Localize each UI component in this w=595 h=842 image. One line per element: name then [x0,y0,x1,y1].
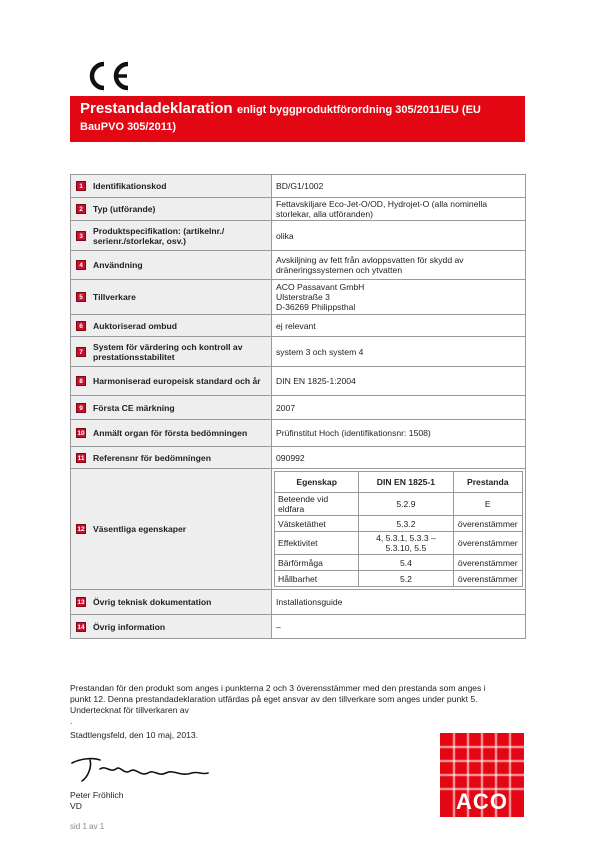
table-row [71,469,526,590]
svg-text:ACO: ACO [456,789,508,814]
row-value: Avskiljning av fett från avloppsvatten för skydd av dräneringssystemen och ytvatten [272,251,526,280]
table-row [71,198,526,221]
signer-role: VD [70,801,82,811]
ce-mark-icon [84,60,132,92]
row-number-badge: 13 [77,599,85,606]
row-label: System för värdering och kontroll av prestationsstabilitet [93,341,243,362]
row-label: Produktspecifikation: (artikelnr./ serienr./storlekar, osv.) [93,225,225,246]
page-title: Prestandadeklaration [80,100,233,117]
row-number-badge: 14 [77,623,85,631]
row-value: BD/G1/1002 [272,175,526,198]
row-number-badge: 3 [76,231,86,241]
place-date: Stadtlengsfeld, den 10 maj, 2013. [70,730,199,740]
row-label: Auktoriserad ombud [93,320,178,331]
row-number-badge: 2 [76,204,86,214]
row-value: 090992 [272,447,526,469]
row-label: Tillverkare [93,292,136,302]
row-label: Väsentliga egenskaper [93,524,187,534]
row-value: 2007 [272,396,526,420]
row-number-badge: 12 [77,526,85,533]
row-value: Installationsguide [272,590,526,615]
row-label: Användning [93,260,143,270]
row-label: Anmält organ för första bedömningen [93,428,248,438]
signer-name: Peter Fröhlich [70,790,124,800]
declaration-table [70,174,526,639]
row-value: system 3 och system 4 [272,337,526,367]
aco-logo-icon [440,733,524,817]
row-number-badge: 5 [76,292,86,302]
row-number-badge: 1 [76,181,86,191]
table-row [71,315,526,337]
row-value: olika [272,221,526,251]
manufacturer-street: Ulsterstraße 3 [276,292,330,302]
row-value: Fettavskiljare Eco-Jet-O/OD, Hydrojet-O (alla nominella storlekar, alla utföranden) [272,198,526,221]
manufacturer-city: D-36269 Philippsthal [276,302,356,312]
row-number-badge: 8 [76,376,86,386]
row-label: Övrig information [93,621,166,632]
row-value: – [272,615,526,639]
table-row [71,590,526,615]
page-subtitle: enligt byggproduktförordning 305/2011/EU (EU [237,104,481,116]
declaration-statement: Prestandan för den produkt som anges i punkterna 2 och 3 överensstämmer med den prestanda som anges i punkt 12. Denna prestandadeklaration utfärdas på eget ansvar av den tillverkare som anges under punkt 5. Undertecknat för tillverkaren av . Stadtlengsfeld, den 10 maj, 2013. [70,683,520,741]
row-label: Harmoniserad europeisk standard och år [93,376,261,386]
row-label: Referensnr för bedömningen [93,452,211,463]
row-label: Identifikationskod [93,181,167,191]
column-header: Prestanda [453,472,522,493]
table-row [71,175,526,198]
title-banner [70,96,525,142]
essential-characteristics-table [274,471,523,587]
row-number-badge: 9 [76,403,86,413]
table-row [71,420,526,447]
table-row [71,615,526,639]
page-subtitle-2: BauPVO 305/2011) [80,121,177,133]
row-number-badge: 4 [76,260,86,270]
row-label: Första CE märkning [93,402,175,413]
signer [70,790,124,812]
row-label: Övrig teknisk dokumentation [93,597,212,607]
table-row: Effektivitet 4, 5.3.1, 5.3.3 – 5.3.10, 5.5 överenstämmer [275,532,523,555]
table-row: Hållbarhet 5.2 överenstämmer [275,571,523,587]
table-row [71,280,526,315]
table-row [71,396,526,420]
table-row: Vätsketäthet 5.3.2 överenstämmer [275,516,523,532]
row-value: ej relevant [272,315,526,337]
row-value: Prüfinstitut Hoch (identifikationsnr: 1508) [272,420,526,447]
row-number-badge: 11 [77,454,85,462]
table-row: Beteende vid eldfara 5.2.9 E [275,493,523,516]
row-number-badge: 6 [76,321,86,331]
row-number-badge: 7 [76,347,86,357]
row-number-badge: 10 [77,430,85,437]
manufacturer-name: ACO Passavant GmbH [276,282,365,292]
column-header: DIN EN 1825-1 [359,472,453,493]
signature-icon [70,755,210,785]
row-label: Typ (utförande) [93,204,156,214]
page-number: sid 1 av 1 [70,822,105,831]
row-value: DIN EN 1825-1:2004 [272,367,526,396]
table-row [71,251,526,280]
column-header: Egenskap [275,472,359,493]
table-row [71,221,526,251]
table-row [71,367,526,396]
table-row: Bärförmåga 5.4 överenstämmer [275,555,523,571]
row-value [272,280,526,315]
table-row [71,447,526,469]
table-row [71,337,526,367]
